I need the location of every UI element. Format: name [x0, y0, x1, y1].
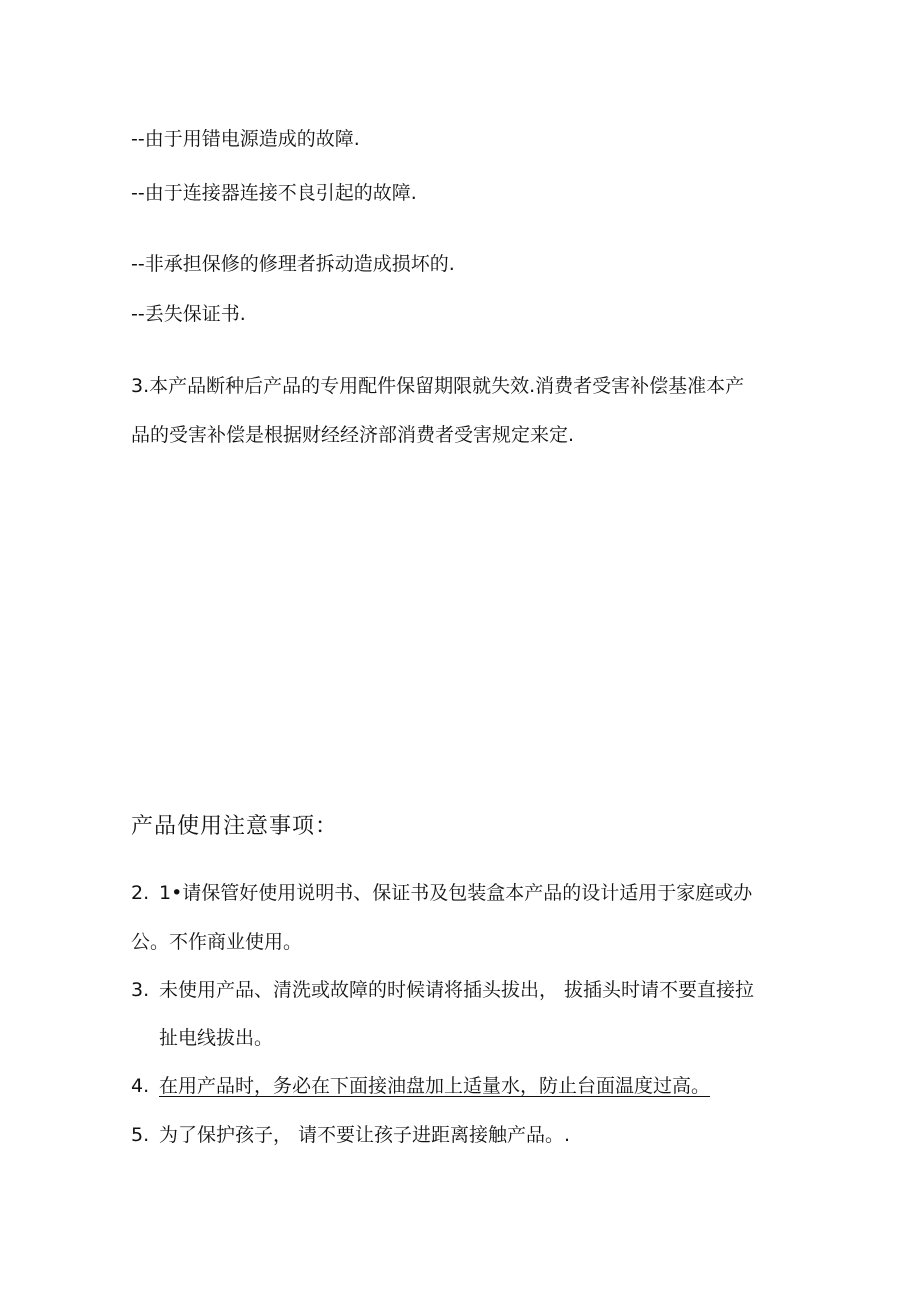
- note-number: 2.: [131, 882, 150, 904]
- exclusion-line: --由于连接器连接不良引起的故障.: [131, 182, 417, 204]
- note-item-continuation: 公。不作商业使用。: [131, 931, 303, 953]
- exclusion-line: --丢失保证书.: [131, 303, 246, 325]
- note-text: 未使用产品、清洗或故障的时候请将插头拔出， 拔插头时请不要直接拉: [159, 979, 755, 1001]
- note-number: 3.: [131, 979, 150, 1001]
- note-item: [131, 977, 754, 1003]
- clause-3-line-2: 品的受害补偿是根据财经经济部消费者受害规定来定.: [131, 424, 575, 446]
- exclusion-line: --非承担保修的修理者拆动造成损坏的.: [131, 253, 455, 275]
- note-item-continuation: 扯电线拔出。: [159, 1027, 274, 1049]
- note-item: [131, 880, 752, 906]
- note-item: [131, 1122, 570, 1148]
- note-text: 1•请保管好使用说明书、保证书及包装盒本产品的设计适用于家庭或办: [159, 882, 753, 904]
- clause-3-line-1: 3.本产品断种后产品的专用配件保留期限就失效.消费者受害补偿基准本产: [131, 375, 745, 397]
- note-item: [131, 1073, 710, 1099]
- note-number: 5.: [131, 1124, 150, 1146]
- note-text-underlined: 在用产品时，务必在下面接油盘加上适量水，防止台面温度过高。: [159, 1075, 711, 1097]
- exclusion-line: --由于用错电源造成的故障.: [131, 128, 360, 150]
- notes-heading: 产品使用注意事项：: [131, 814, 339, 839]
- note-text: 为了保护孩子， 请不要让孩子进距离接触产品。.: [159, 1124, 571, 1146]
- note-number: 4.: [131, 1075, 150, 1097]
